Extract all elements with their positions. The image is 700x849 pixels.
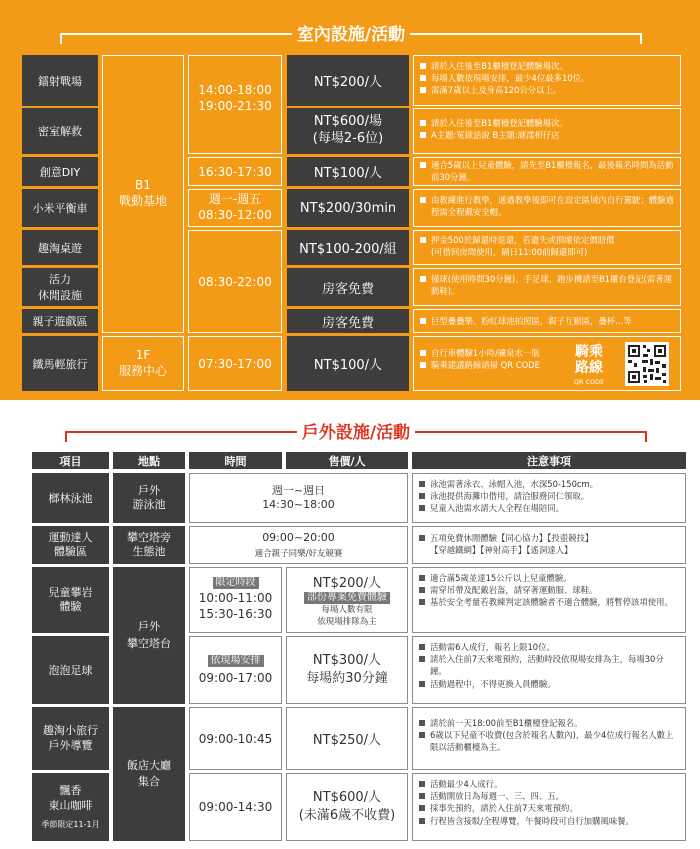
- outdoor-price-climbing: [286, 567, 408, 633]
- title-rule-right: [410, 33, 642, 35]
- outdoor-time-coffee: 09:00-14:30: [189, 773, 282, 841]
- outdoor-notes-tour: [412, 707, 686, 770]
- indoor-location-1f: 1F 服務中心: [102, 336, 184, 391]
- indoor-name-escape: 密室解救: [22, 108, 98, 154]
- title-rule-left: [65, 431, 297, 433]
- outdoor-location-pool: 戶外 游泳池: [113, 473, 185, 523]
- outdoor-name-sports: 運動達人 體驗區: [32, 526, 109, 564]
- sports-time-sub: 適合親子同樂/好友競賽: [254, 549, 343, 559]
- indoor-notes-leisure: [413, 268, 681, 306]
- indoor-name-balance-car: 小米平衡車: [22, 189, 98, 227]
- climbing-time: 10:00-11:00 15:30-16:30: [198, 591, 273, 621]
- outdoor-notes-climbing: [412, 567, 686, 633]
- limited-slot-tag: 限定時段: [213, 577, 259, 589]
- outdoor-price-coffee: NT$600/人 (未滿6歲不收費): [286, 773, 408, 841]
- outdoor-notes-bubble-soccer: [412, 636, 686, 704]
- note-item: 請於入住後至B1櫃檯登記體驗場次。: [431, 61, 568, 71]
- header-location: 地點: [113, 452, 185, 469]
- indoor-price-leisure: 房客免費: [287, 268, 409, 306]
- note-item: 撞球(使用時間30分鐘)、手足球，跑步機請至B1櫃台登記(需著運動鞋)。: [431, 274, 672, 297]
- note-item: 需滿7歲以上及身高120公分以上。: [431, 85, 562, 96]
- bubble-time: 09:00-17:00: [198, 671, 273, 685]
- note-item: 活動過程中，不得更換人員體驗。: [430, 678, 556, 689]
- indoor-price-bike: NT$100/人: [287, 336, 409, 391]
- outdoor-time-pool: 週一~週日 14:30~18:00: [189, 473, 408, 523]
- onsite-arrangement-tag: 依現場安排: [208, 655, 264, 667]
- title-rule-left: [60, 33, 292, 35]
- title-rule-right: [415, 431, 647, 433]
- header-time: 時間: [189, 452, 282, 469]
- note-item: A主題:冤獄話說 B主題:謎漾相仔店: [431, 130, 560, 141]
- indoor-time-balance-car: 週一-週五 08:30-12:00: [188, 189, 282, 227]
- note-item: 兒童入池需水請大人全程在場陪同。: [430, 503, 564, 514]
- indoor-notes-playarea: [413, 309, 681, 333]
- title-rule-tick-right: [640, 33, 642, 44]
- outdoor-location-sports: 攀空塔旁 生態池: [113, 526, 185, 564]
- indoor-price-escape: NT$600/場 (每場2-6位): [287, 108, 409, 154]
- outdoor-time-bubble-soccer: [189, 636, 282, 704]
- indoor-time-bike: 07:30-17:00: [188, 336, 282, 391]
- route-qr-label: QR CODE: [573, 378, 605, 386]
- outdoor-location-lobby: 飯店大廳 集合: [113, 707, 185, 841]
- outdoor-title: 戶外設施/活動: [301, 423, 411, 443]
- note-item: 適合5歲以上兒童體驗，請先至B1櫃檯報名，最後報名時間為活動前30分鐘。: [431, 160, 674, 183]
- note-item: 【穿越鐵網】【神射高手】【遙洞達人】: [430, 545, 573, 556]
- note-item: 自行車體驗1小時/礦泉水一瓶: [431, 348, 540, 358]
- indoor-name-bike: 鐵馬輕旅行: [22, 336, 98, 391]
- outdoor-price-bubble-soccer: NT$300/人 每場約30分鐘: [286, 636, 408, 704]
- note-item: 泳池需著泳衣、泳帽入池，水深50-150cm。: [430, 479, 599, 489]
- indoor-name-laser: 鐳射戰場: [22, 55, 98, 106]
- note-item: 活動最少4人成行。: [430, 779, 503, 789]
- note-item: 活動需6人成行，報名上限10位。: [430, 642, 555, 652]
- header-notes: 注意事項: [412, 452, 686, 469]
- note-item: 適合滿5歲並達15公斤以上兒童體驗。: [430, 573, 572, 583]
- note-item: 需穿吊帶及配戴岩盔，請穿著運動服、球鞋。: [430, 585, 598, 596]
- outdoor-name-tour: 趣淘小旅行 戶外導覽: [32, 707, 109, 770]
- indoor-price-boardgame: NT$100-200/組: [287, 230, 409, 265]
- title-rule-tick-left: [65, 431, 67, 442]
- outdoor-name-coffee: [32, 773, 109, 841]
- note-item: 押金500於歸還時退還，若遺失或損壞依定價賠償: [431, 235, 615, 245]
- note-item: 請於前一天18:00前至B1櫃檯登記報名。: [430, 718, 583, 728]
- outdoor-notes-pool: [412, 473, 686, 523]
- coffee-name: 飄香 東山咖啡: [48, 784, 93, 812]
- outdoor-name-pool: 榔林泳池: [32, 473, 109, 523]
- coffee-season: 季節限定11-1月: [41, 819, 100, 829]
- note-item: (可借回房間使用，隔日11:00前歸還即可): [431, 247, 588, 258]
- title-rule-tick-left: [60, 33, 62, 44]
- outdoor-time-climbing: [189, 567, 282, 633]
- note-item: 五項免費休閒體驗【同心協力】【投壺競技】: [430, 533, 594, 543]
- outdoor-price-tour: NT$250/人: [286, 707, 408, 770]
- indoor-notes-balance-car: [413, 189, 681, 227]
- sports-time: 09:00~20:00: [262, 531, 335, 544]
- note-item: 騎乘建議路線請掃 QR CODE: [431, 360, 540, 371]
- indoor-notes-diy: [413, 157, 681, 186]
- indoor-time-leisure: 08:30-22:00: [188, 230, 282, 333]
- indoor-name-diy: 創意DIY: [22, 157, 98, 186]
- indoor-price-laser: NT$200/人: [287, 55, 409, 106]
- note-item: 採事先預約，請於入住前7天來電預約。: [430, 803, 578, 814]
- note-item: 每場人數依現場安排，最少4位最多10位。: [431, 73, 590, 84]
- indoor-name-playarea: 親子遊戲區: [22, 309, 98, 333]
- header-price: 售價/人: [286, 452, 408, 469]
- indoor-name-leisure: 活力 休閒設施: [22, 268, 98, 306]
- outdoor-name-bubble-soccer: 泡泡足球: [32, 636, 109, 704]
- outdoor-name-climbing: 兒童攀岩 體驗: [32, 567, 109, 633]
- indoor-notes-boardgame: [413, 230, 681, 265]
- climbing-price-sub: 每場人數有限 依現場排隊為主: [317, 605, 377, 627]
- indoor-notes-escape: [413, 108, 681, 154]
- indoor-name-boardgame: 趣淘桌遊: [22, 230, 98, 265]
- title-rule-tick-right: [645, 431, 647, 442]
- route-qr-code-icon[interactable]: [625, 342, 669, 386]
- indoor-time-diy: 16:30-17:30: [188, 157, 282, 186]
- outdoor-location-tower: 戶外 攀空塔台: [113, 567, 185, 704]
- indoor-price-balance-car: NT$200/30min: [287, 189, 409, 227]
- indoor-notes-laser: [413, 55, 681, 106]
- note-item: 請於入住後至B1櫃檯登記體驗場次。: [431, 118, 568, 128]
- climbing-price: NT$200/人: [312, 576, 382, 592]
- note-item: 6歲以下兒童不收費(包含於報名人數內)，最少4位成行報名人數上限以活動櫃檯為主。: [430, 730, 674, 753]
- route-qr-title: 騎乘 路線: [575, 344, 603, 377]
- outdoor-time-sports: [189, 526, 408, 564]
- indoor-location-b1: B1 戰動基地: [102, 55, 184, 333]
- note-item: 由教練進行教學，通過教學後即可在設定區域內自行駕駛；體驗過程需全程戴安全帽。: [431, 195, 674, 218]
- note-item: 活動開放日為每週一、三、四、五。: [430, 791, 564, 802]
- indoor-price-playarea: 房客免費: [287, 309, 409, 333]
- note-item: 巨型疊疊樂、粉紅球池拍照區，親子互動區，疊杯...等: [431, 316, 632, 326]
- indoor-title: 室內設施/活動: [296, 25, 406, 45]
- note-item: 請於入住前7天來電預約，活動時段依現場安排為主，每場30分鐘。: [430, 654, 664, 677]
- indoor-price-diy: NT$100/人: [287, 157, 409, 186]
- outdoor-notes-coffee: [412, 773, 686, 841]
- note-item: 泳池提供海灘巾借用，請洽服務同仁領取。: [430, 491, 590, 502]
- partial-free-tag: 部份專案免費體驗: [304, 592, 390, 604]
- outdoor-time-tour: 09:00-10:45: [189, 707, 282, 770]
- indoor-time-laser: 14:00-18:00 19:00-21:30: [188, 55, 282, 154]
- note-item: 基於安全考量若教練判定該體驗者不適合體驗，將暫停該項使用。: [430, 597, 673, 608]
- note-item: 行程皆含接駁/全程導覽，午餐時段可自行加購風味餐。: [430, 815, 634, 826]
- header-item: 項目: [32, 452, 109, 469]
- outdoor-notes-sports: [412, 526, 686, 564]
